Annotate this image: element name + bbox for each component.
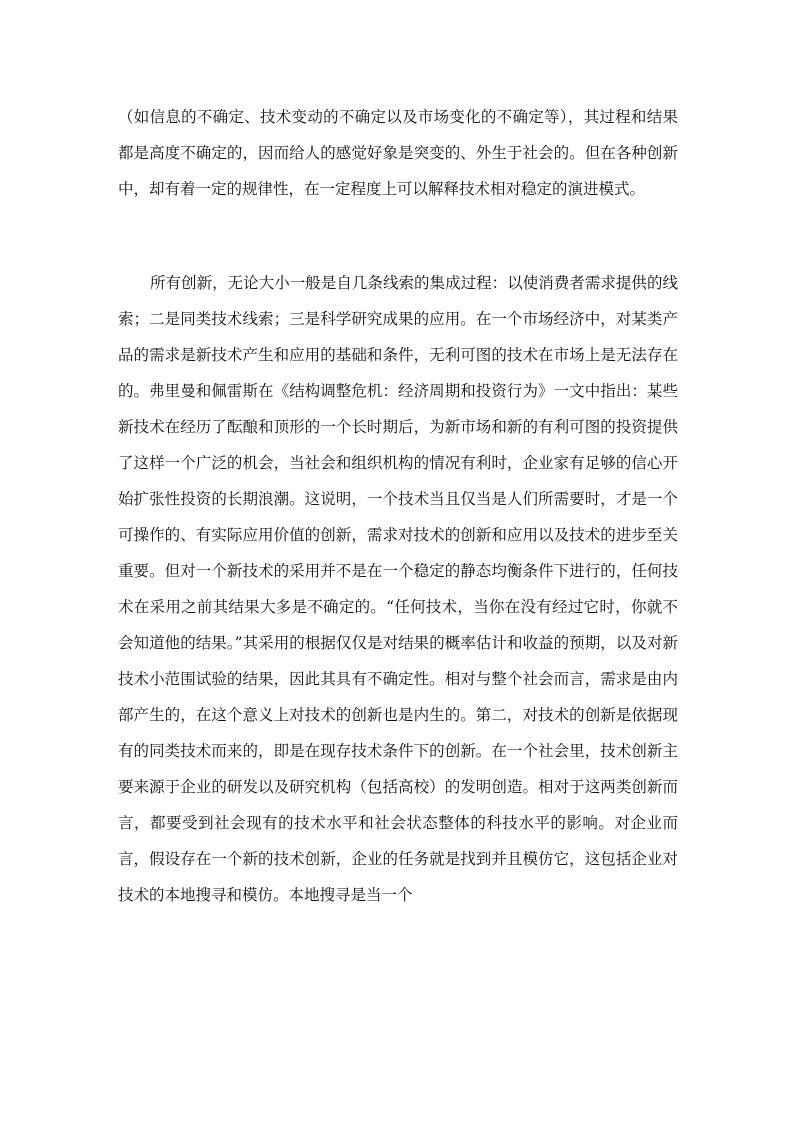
paragraph-innovation-sources: 所有创新，无论大小一般是自几条线索的集成过程：以使消费者需求提供的线索；二是同类技术线索；三是科学研究成果的应用。在一个市场经济中，对某类产品的需求是新技术产生和应用的基础和条件，无利可图的技术在市场上是无法存在的。弗里曼和佩雷斯在《结构调整危机：经济周期和投资行为》一文中指出：某些新技术在经历了酝酿和顶形的一个长时期后，为新市场和新的有利可图的投资提供了这样一个广泛的机会，当社会和组织机构的情况有利时，企业家有足够的信心开始扩张性投资的长期浪潮。这说明，一个技术当且仅当是人们所需要时，才是一个可操作的、有实际应用价值的创新，需求对技术的创新和应用以及技术的进步至关重要。但对一个新技术的采用并不是在一个稳定的静态均衡条件下进行的，任何技术在采用之前其结果大多是不确定的。“任何技术，当你在没有经过它时，你就不会知道他的结果。”其采用的根据仅仅是对结果的概率估计和收益的预期，以及对新技术小范围试验的结果，因此其具有不确定性。相对与整个社会而言，需求是由内部产生的，在这个意义上对技术的创新也是内生的。第二，对技术的创新是依据现有的同类技术而来的，即是在现存技术条件下的创新。在一个社会里，技术创新主要来源于企业的研发以及研究机构（包括高校）的发明创造。相对于这两类创新而言，都要受到社会现有的技术水平和社会状态整体的科技水平的影响。对企业而言，假设存在一个新的技术创新，企业的任务就是找到并且模仿它，这包括企业对技术的本地搜寻和模仿。本地搜寻是当一个 — [118, 274, 678, 904]
paragraph-continuation: （如信息的不确定、技术变动的不确定以及市场变化的不确定等），其过程和结果都是高度不确定的，因而给人的感觉好象是突变的、外生于社会的。但在各种创新中，却有着一定的规律性，在一定程度上可以解释技术相对稳定的演进模式。 — [118, 108, 678, 198]
